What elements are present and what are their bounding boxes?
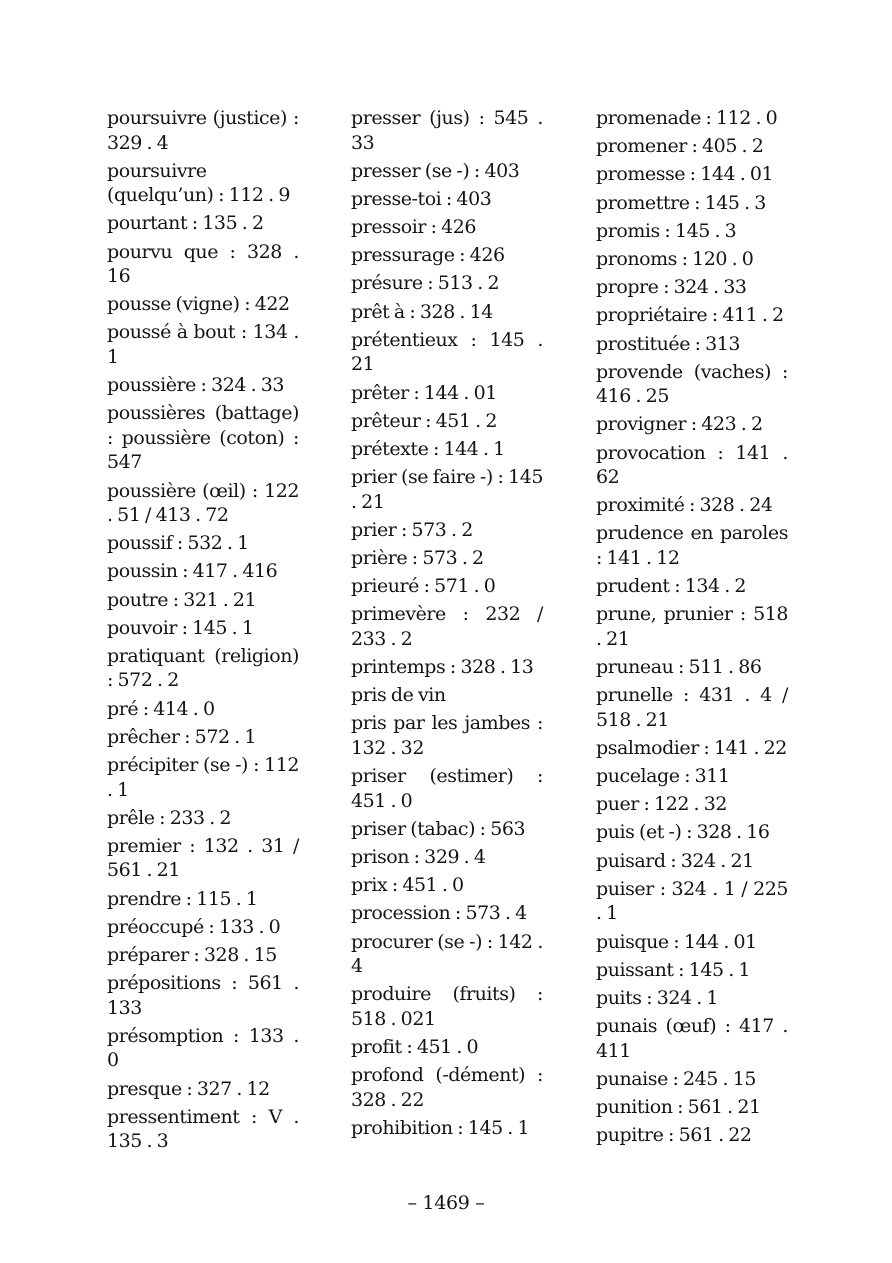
index-entry: pupitre : 561 . 22: [596, 1124, 752, 1147]
index-entry: puiser : 324 . 1 / 225 . 1: [596, 877, 788, 925]
index-entry: prêle : 233 . 2: [107, 806, 232, 829]
index-entry: pressoir : 426: [351, 216, 477, 239]
index-entry: pris par les jambes : 132 . 32: [351, 712, 543, 759]
index-entry: prêcher : 572 . 1: [107, 725, 256, 748]
index-entry: précipiter (se -) : 112 . 1: [107, 754, 299, 801]
index-entry: premier : 132 . 31 / 561 . 21: [107, 834, 299, 882]
index-entry: primevère : 232 / 233 . 2: [351, 603, 543, 650]
index-entry: poursuivre (justice) : 329 . 4: [107, 107, 299, 154]
index-entry: poussif : 532 . 1: [107, 532, 249, 555]
index-column-1: [107, 106, 299, 1157]
index-entry: presser (se -) : 403: [351, 159, 520, 182]
index-entry: provigner : 423 . 2: [596, 413, 763, 436]
index-entry: presque : 327 . 12: [107, 1077, 270, 1100]
index-entry: poussin : 417 . 416: [107, 560, 278, 583]
index-entry: prêteur : 451 . 2: [351, 409, 497, 432]
index-entry: provende (vaches) : 416 . 25: [596, 360, 788, 408]
index-entry: promenade : 112 . 0: [596, 107, 778, 129]
index-entry: poussière : 324 . 33: [107, 374, 285, 397]
index-entry: prunelle : 431 . 4 / 518 . 21: [596, 684, 788, 731]
index-entry: prison : 329 . 4: [351, 845, 486, 868]
index-entry: prostituée : 313: [596, 332, 741, 355]
index-entry: puisque : 144 . 01: [596, 930, 757, 953]
index-entry: poussières (battage) : poussière (coton) : 547: [107, 402, 299, 474]
index-entry: préoccupé : 133 . 0: [107, 915, 281, 938]
index-entry: pucelage : 311: [596, 765, 730, 788]
index-entry: pousse (vigne) : 422: [107, 293, 290, 316]
index-entry: promesse : 144 . 01: [596, 163, 774, 186]
index-entry: pré : 414 . 0: [107, 697, 215, 720]
index-entry: printemps : 328 . 13: [351, 656, 534, 678]
index-entry: présomption : 133 . 0: [107, 1024, 299, 1072]
index-entry: prier (se faire -) : 145 . 21: [351, 466, 543, 513]
index-entry: profond (-dément) : 328 . 22: [351, 1064, 543, 1111]
index-entry: puits : 324 . 1: [596, 986, 719, 1009]
index-entry: pouvoir : 145 . 1: [107, 616, 254, 639]
index-entry: prétexte : 144 . 1: [351, 437, 505, 460]
index-entry: puis (et -) : 328 . 16: [596, 821, 770, 844]
index-entry: priser (tabac) : 563: [351, 817, 526, 840]
index-entry: poursuivre (quelqu’un) : 112 . 9: [107, 159, 290, 207]
index-entry: provocation : 141 . 62: [596, 441, 788, 489]
index-column-2: [351, 106, 543, 1144]
index-entry: procession : 573 . 4: [351, 902, 527, 925]
index-entry: promener : 405 . 2: [596, 135, 764, 158]
index-entry: poussière (œil) : 122 . 51 / 413 . 72: [107, 479, 299, 526]
index-entry: préparer : 328 . 15: [107, 943, 277, 966]
index-entry: pourtant : 135 . 2: [107, 212, 264, 235]
index-column-3: [596, 106, 788, 1151]
index-entry: puer : 122 . 32: [596, 793, 728, 816]
index-entry: procurer (se -) : 142 . 4: [351, 930, 543, 977]
index-entry: prier : 573 . 2: [351, 518, 473, 541]
index-entry: priser (estimer) : 451 . 0: [351, 765, 543, 812]
index-entry: pratiquant (religion) : 572 . 2: [107, 644, 299, 692]
index-entry: prohibition : 145 . 1: [351, 1116, 530, 1139]
index-entry: pruneau : 511 . 86: [596, 656, 762, 678]
index-entry: promis : 145 . 3: [596, 219, 737, 242]
index-entry: propriétaire : 411 . 2: [596, 304, 784, 327]
index-entry: punition : 561 . 21: [596, 1095, 761, 1118]
index-entry: prieuré : 571 . 0: [351, 575, 496, 598]
index-entry: prudent : 134 . 2: [596, 575, 747, 598]
index-entry: pris de vin: [351, 684, 446, 707]
index-entry: propre : 324 . 33: [596, 276, 747, 299]
index-entry: prêter : 144 . 01: [351, 381, 497, 404]
index-entry: prière : 573 . 2: [351, 546, 484, 569]
index-entry: poussé à bout : 134 . 1: [107, 321, 299, 368]
index-entry: puissant : 145 . 1: [596, 958, 751, 981]
index-entry: presse-toi : 403: [351, 187, 492, 210]
index-entry: punais (œuf) : 417 . 411: [596, 1015, 788, 1062]
index-entry: pressurage : 426: [351, 244, 505, 267]
index-entry: proximité : 328 . 24: [596, 494, 773, 517]
index-entry: profit : 451 . 0: [351, 1035, 479, 1058]
index-entry: pronoms : 120 . 0: [596, 247, 754, 270]
index-entry: produire (fruits) : 518 . 021: [351, 983, 543, 1030]
index-entry: prétentieux : 145 . 21: [351, 328, 543, 376]
index-entry: prépositions : 561 . 133: [107, 972, 299, 1019]
page-number: – 1469 –: [407, 1192, 485, 1214]
index-entry: prudence en paroles : 141 . 12: [596, 522, 788, 569]
index-entry: presser (jus) : 545 . 33: [351, 107, 543, 154]
index-entry: psalmodier : 141 . 22: [596, 736, 787, 759]
index-entry: prune, prunier : 518 . 21: [596, 603, 788, 650]
index-entry: prêt à : 328 . 14: [351, 300, 493, 323]
index-entry: présure : 513 . 2: [351, 272, 500, 295]
index-entry: puisard : 324 . 21: [596, 849, 754, 872]
index-entry: pourvu que : 328 . 16: [107, 240, 299, 288]
index-entry: promettre : 145 . 3: [596, 191, 766, 214]
index-entry: poutre : 321 . 21: [107, 588, 257, 611]
index-entry: pressentiment : V . 135 . 3: [107, 1105, 299, 1153]
index-entry: prix : 451 . 0: [351, 874, 464, 897]
index-entry: punaise : 245 . 15: [596, 1067, 756, 1090]
index-entry: prendre : 115 . 1: [107, 887, 258, 910]
